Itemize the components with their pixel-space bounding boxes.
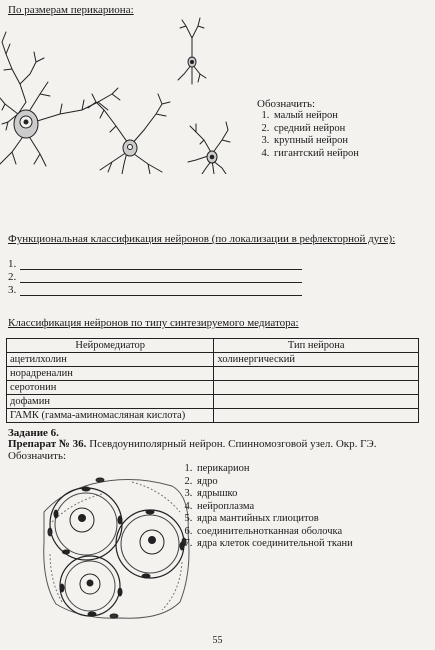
- table-cell: ГАМК (гамма-аминомасляная кислота): [7, 409, 214, 423]
- task-title: Задание 6.: [8, 427, 59, 439]
- table-header-row: [7, 339, 419, 353]
- giant-neuron-drawing: [0, 32, 120, 166]
- preparation-description: Псевдоуниполярный нейрон. Спинномозговой узел. Окр. ГЭ.: [89, 438, 377, 450]
- legend-item: 1. малый нейрон: [272, 110, 435, 123]
- preparation-line: [8, 438, 428, 451]
- legend-item: 2. средний нейрон: [272, 123, 435, 136]
- legend-item: 3. крупный нейрон: [272, 135, 435, 148]
- legend-item: 7. ядра клеток соединительной ткани: [195, 538, 435, 551]
- table-cell: [214, 409, 419, 423]
- ganglion-drawing: [42, 472, 192, 622]
- table-cell: дофамин: [7, 395, 214, 409]
- table-cell: холинергический: [214, 353, 419, 367]
- legend-item: 4. гигантский нейрон: [272, 148, 435, 161]
- table-cell: серотонин: [7, 381, 214, 395]
- legend-item: 6. соединительнотканная оболочка: [195, 526, 435, 539]
- table-cell: [214, 367, 419, 381]
- answer-line: [20, 295, 302, 296]
- table-cell: [214, 381, 419, 395]
- blank-number: 3.: [8, 284, 17, 296]
- mediator-heading: Классификация нейронов по типу синтезируемого медиатора:: [8, 317, 299, 329]
- blank-number: 2.: [8, 271, 17, 283]
- table-row: [7, 395, 419, 409]
- column-header: Тип нейрона: [214, 339, 419, 353]
- preparation-label: Препарат № 36.: [8, 438, 87, 450]
- table-cell: [214, 395, 419, 409]
- medium-neuron-drawing: [188, 122, 230, 174]
- large-neuron-drawing: [88, 94, 170, 174]
- answer-line: [20, 269, 302, 270]
- legend-item: 4. нейроплазма: [195, 501, 435, 514]
- label-prompt: Обозначить:: [8, 450, 67, 462]
- page-number: 55: [212, 635, 223, 646]
- perikaryon-heading: По размерам перикариона:: [8, 4, 134, 16]
- table-row: [7, 409, 419, 423]
- table-row: [7, 381, 419, 395]
- mediator-table: [6, 338, 419, 423]
- blank-number: 1.: [8, 258, 17, 270]
- column-header: Нейромедиатор: [7, 339, 214, 353]
- size-legend-title: Обозначить:: [257, 98, 316, 110]
- legend-item: 1. перикарион: [195, 463, 435, 476]
- table-row: [7, 353, 419, 367]
- size-legend-list: [257, 110, 435, 160]
- legend-item: 2. ядро: [195, 476, 435, 489]
- functional-heading: Функциональная классификация нейронов (по локализации в рефлекторной дуге):: [8, 233, 396, 245]
- legend-item: 5. ядра мантийных глиоцитов: [195, 513, 435, 526]
- answer-line: [20, 282, 302, 283]
- small-neuron-drawing: [178, 18, 206, 84]
- table-row: [7, 367, 419, 381]
- table-cell: ацетилхолин: [7, 353, 214, 367]
- table-cell: норадреналин: [7, 367, 214, 381]
- legend-item: 3. ядрышко: [195, 488, 435, 501]
- task6-legend-list: [180, 463, 435, 551]
- neuron-size-drawings: [0, 14, 250, 174]
